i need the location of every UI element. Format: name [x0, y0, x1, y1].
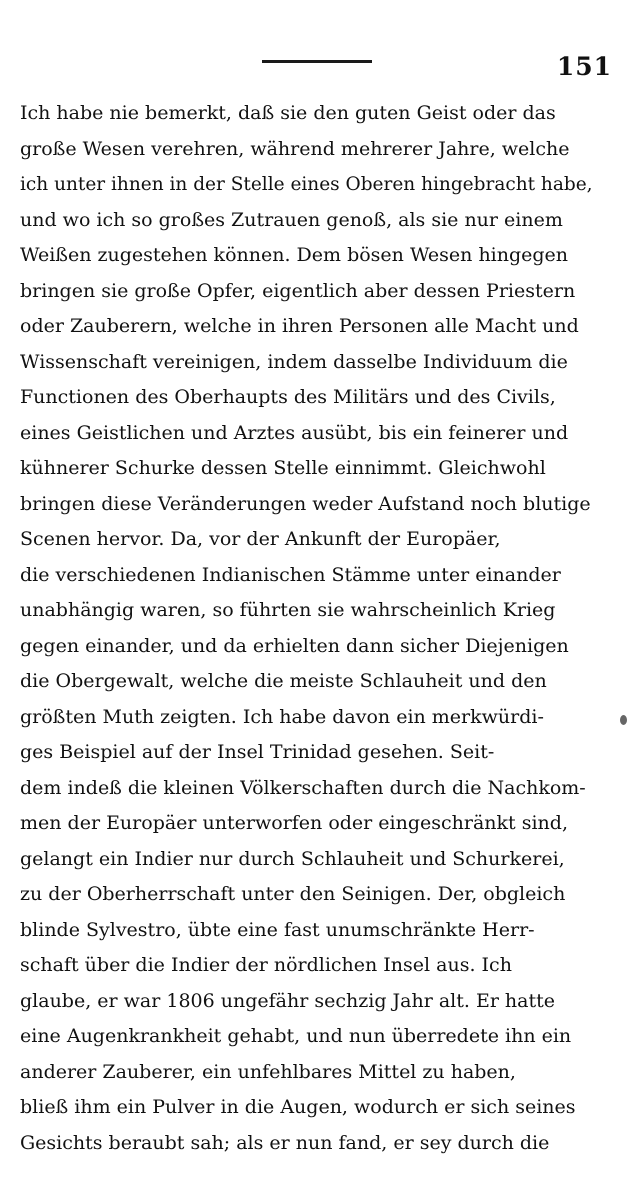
text-line: ich unter ihnen in der Stelle eines Oberen hingebracht habe,	[20, 174, 593, 195]
text-line: oder Zauberern, welche in ihren Personen alle Macht und	[20, 315, 579, 337]
text-line: unabhängig waren, so führten sie wahrscheinlich Krieg	[20, 599, 556, 621]
text-line: anderer Zauberer, ein unfehlbares Mittel zu haben,	[20, 1060, 516, 1083]
text-line: Gesichts beraubt sah; als er nun fand, er sey durch die	[20, 1131, 550, 1154]
text-line: die verschiedenen Indianischen Stämme unter einander	[20, 563, 561, 586]
text-line: gelangt ein Indier nur durch Schlauheit und Schurkerei,	[20, 847, 565, 870]
text-line: gegen einander, und da erhielten dann sicher Diejenigen	[20, 634, 569, 657]
text-line: Weißen zugestehen können. Dem bösen Wesen hingegen	[20, 244, 569, 266]
body-text	[20, 96, 606, 1161]
text-line: eines Geistlichen und Arztes ausübt, bis ein feinerer und	[20, 421, 569, 444]
text-line: blinde Sylvestro, übte eine fast unumschränkte Herr-	[20, 918, 535, 941]
text-line: große Wesen verehren, während mehrerer Jahre, welche	[20, 137, 570, 160]
text-line: Wissenschaft vereinigen, indem dasselbe Individuum die	[20, 350, 568, 373]
text-line: Scenen hervor. Da, vor der Ankunft der Europäer,	[20, 528, 501, 550]
text-line: größten Muth zeigten. Ich habe davon ein merkwürdi-	[20, 705, 544, 728]
text-line: schaft über die Indier der nördlichen Insel aus. Ich	[20, 954, 512, 976]
text-line: Ich habe nie bemerkt, daß sie den guten Geist oder das	[20, 102, 556, 124]
ink-spot	[620, 715, 627, 725]
header-rule	[262, 60, 372, 63]
page-number: 151	[556, 52, 612, 81]
text-line: eine Augenkrankheit gehabt, und nun überredete ihn ein	[20, 1025, 572, 1047]
text-line: und wo ich so großes Zutrauen genoß, als sie nur einem	[20, 208, 563, 231]
text-line: zu der Oberherrschaft unter den Seinigen. Der, obgleich	[20, 883, 566, 905]
text-line: glaube, er war 1806 ungefähr sechzig Jahr alt. Er hatte	[20, 989, 556, 1012]
text-line: dem indeß die kleinen Völkerschaften durch die Nachkom-	[20, 776, 586, 799]
text-line: Functionen des Oberhaupts des Militärs und des Civils,	[20, 386, 556, 408]
text-line: kühnerer Schurke dessen Stelle einnimmt. Gleichwohl	[20, 457, 546, 479]
text-line: die Obergewalt, welche die meiste Schlauheit und den	[20, 670, 547, 692]
text-line: bringen diese Veränderungen weder Aufstand noch blutige	[20, 492, 591, 515]
text-line: ges Beispiel auf der Insel Trinidad gesehen. Seit-	[20, 741, 495, 763]
text-line: men der Europäer unterworfen oder eingeschränkt sind,	[20, 812, 568, 834]
text-line: bringen sie große Opfer, eigentlich aber dessen Priestern	[20, 279, 576, 302]
text-line: bließ ihm ein Pulver in die Augen, wodurch er sich seines	[20, 1096, 576, 1118]
